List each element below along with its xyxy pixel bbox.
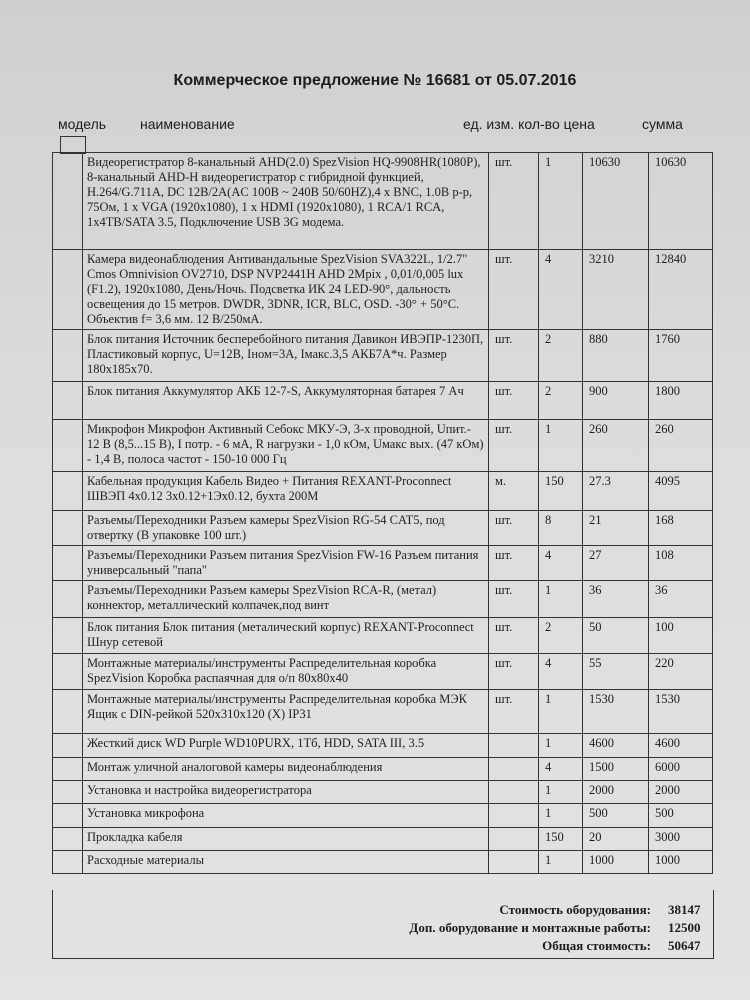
- price-cell: 36: [583, 581, 649, 618]
- unit-cell: шт.: [489, 420, 539, 472]
- sum-cell: 1800: [649, 382, 713, 420]
- unit-cell: [489, 828, 539, 851]
- qty-cell: 1: [539, 804, 583, 828]
- unit-cell: [489, 781, 539, 804]
- unit-cell: шт.: [489, 654, 539, 690]
- qty-cell: 2: [539, 618, 583, 654]
- model-cell: [53, 828, 83, 851]
- item-name-cell: Монтаж уличной аналоговой камеры видеонаблюдения: [83, 758, 489, 781]
- item-name-cell: Прокладка кабеля: [83, 828, 489, 851]
- price-cell: 2000: [583, 781, 649, 804]
- table-row: [53, 734, 713, 758]
- unit-cell: [489, 758, 539, 781]
- model-cell: [53, 581, 83, 618]
- model-cell: [53, 153, 83, 250]
- item-name-cell: Видеорегистратор 8-канальный AHD(2.0) SpezVision HQ-9908HR(1080P), 8-канальный AHD-H видеорегистратор с гибридной функцией, H.264/G.711A, DC 12В/2А(AC 100В ~ 240В 50/60HZ),4 x BNC, 1.0В р-р, 75Ом, 1 x VGA (1920x1080), 1 x HDMI (1920x1080), 1 RCA/1 RCA, 1x4TB/SATA 3.5, Подключение USB 3G модема.: [83, 153, 489, 250]
- model-cell: [53, 690, 83, 734]
- item-name-cell: Блок питания Блок питания (металический корпус) REXANT-Proconnect Шнур сетевой: [83, 618, 489, 654]
- qty-cell: 1: [539, 420, 583, 472]
- unit-cell: шт.: [489, 546, 539, 581]
- header-name: наименование: [140, 116, 235, 132]
- model-cell: [53, 250, 83, 330]
- item-name-cell: Жесткий диск WD Purple WD10PURX, 1Тб, HDD, SATA III, 3.5: [83, 734, 489, 758]
- totals-box: [52, 890, 714, 959]
- sum-cell: 100: [649, 618, 713, 654]
- qty-cell: 1: [539, 581, 583, 618]
- unit-cell: [489, 804, 539, 828]
- total-value-extra: 12500: [668, 920, 701, 935]
- unit-cell: [489, 734, 539, 758]
- model-cell: [53, 330, 83, 382]
- table-row: [53, 618, 713, 654]
- unit-cell: шт.: [489, 250, 539, 330]
- unit-cell: шт.: [489, 581, 539, 618]
- table-row: [53, 546, 713, 581]
- price-cell: 260: [583, 420, 649, 472]
- sum-cell: 4095: [649, 472, 713, 511]
- model-cell: [53, 382, 83, 420]
- qty-cell: 150: [539, 828, 583, 851]
- qty-cell: 1: [539, 851, 583, 874]
- header-model: модель: [58, 116, 107, 132]
- price-cell: 27: [583, 546, 649, 581]
- sum-cell: 12840: [649, 250, 713, 330]
- table-row: [53, 758, 713, 781]
- unit-cell: шт.: [489, 153, 539, 250]
- model-cell: [53, 546, 83, 581]
- sum-cell: 500: [649, 804, 713, 828]
- item-name-cell: Установка и настройка видеорегистратора: [83, 781, 489, 804]
- qty-cell: 4: [539, 758, 583, 781]
- header-unit-qty-price: ед. изм. кол-во цена: [463, 116, 595, 132]
- price-cell: 3210: [583, 250, 649, 330]
- qty-cell: 4: [539, 654, 583, 690]
- item-name-cell: Расходные материалы: [83, 851, 489, 874]
- table-row: [53, 420, 713, 472]
- table-row: [53, 472, 713, 511]
- item-name-cell: Кабельная продукция Кабель Видео + Питания REXANT-Proconnect ШВЭП 4х0.12 3х0.12+1Эх0.12, бухта 200М: [83, 472, 489, 511]
- model-cell: [53, 781, 83, 804]
- item-name-cell: Установка микрофона: [83, 804, 489, 828]
- table-row: [53, 654, 713, 690]
- sum-cell: 6000: [649, 758, 713, 781]
- table-row: [53, 690, 713, 734]
- price-cell: 1500: [583, 758, 649, 781]
- header-sum: сумма: [642, 116, 683, 132]
- unit-cell: м.: [489, 472, 539, 511]
- price-cell: 900: [583, 382, 649, 420]
- table-row: [53, 804, 713, 828]
- qty-cell: 150: [539, 472, 583, 511]
- unit-cell: шт.: [489, 618, 539, 654]
- qty-cell: 1: [539, 781, 583, 804]
- sum-cell: 260: [649, 420, 713, 472]
- total-value-equipment: 38147: [668, 902, 701, 917]
- qty-cell: 1: [539, 690, 583, 734]
- model-cell: [53, 420, 83, 472]
- model-cell: [53, 472, 83, 511]
- sum-cell: 108: [649, 546, 713, 581]
- price-cell: 1530: [583, 690, 649, 734]
- model-cell: [53, 618, 83, 654]
- model-cell: [53, 851, 83, 874]
- qty-cell: 4: [539, 250, 583, 330]
- sum-cell: 1000: [649, 851, 713, 874]
- unit-cell: шт.: [489, 511, 539, 546]
- price-cell: 880: [583, 330, 649, 382]
- unit-cell: [489, 851, 539, 874]
- sum-cell: 220: [649, 654, 713, 690]
- qty-cell: 8: [539, 511, 583, 546]
- model-cell: [53, 758, 83, 781]
- price-cell: 55: [583, 654, 649, 690]
- model-cell: [53, 804, 83, 828]
- model-cell: [53, 511, 83, 546]
- item-name-cell: Микрофон Микрофон Активный Себокс МКУ-Э, 3-х проводной, Uпит.- 12 В (8,5...15 В), I потр. - 6 мА, R нагрузки - 1,0 кОм, Uмакс вых. (47 кОм) - 1,4 В, полоса частот - 150-10 000 Гц: [83, 420, 489, 472]
- price-cell: 27.3: [583, 472, 649, 511]
- item-name-cell: Блок питания Источник бесперебойного питания Давикон ИВЭПР-1230П, Пластиковый корпус, U=12В, Iном=3А, Iмакс.3,5 АКБ7А*ч. Размер 180х185х70.: [83, 330, 489, 382]
- model-cell: [53, 734, 83, 758]
- price-cell: 21: [583, 511, 649, 546]
- price-cell: 20: [583, 828, 649, 851]
- price-cell: 500: [583, 804, 649, 828]
- item-name-cell: Монтажные материалы/инструменты Распределительная коробка МЭК Ящик с DIN-рейкой 520х310х120 (Х) IP31: [83, 690, 489, 734]
- table-row: [53, 511, 713, 546]
- sum-cell: 1760: [649, 330, 713, 382]
- price-cell: 50: [583, 618, 649, 654]
- qty-cell: 1: [539, 734, 583, 758]
- sum-cell: 1530: [649, 690, 713, 734]
- item-name-cell: Монтажные материалы/инструменты Распределительная коробка SpezVision Коробка распаячная для о/п 80х80х40: [83, 654, 489, 690]
- sum-cell: 36: [649, 581, 713, 618]
- sum-cell: 2000: [649, 781, 713, 804]
- item-name-cell: Камера видеонаблюдения Антивандальные SpezVision SVA322L, 1/2.7" Cmos Omnivision OV2710, DSP NVP2441H AHD 2Mpix , 0,01/0,005 lux (F1.2), 1920x1080, День/Ночь. Подсветка ИК 24 LED-90°, дальность освещения до 15 метров. DWDR, 3DNR, ICR, BLC, OSD. -30° + 50°C. Объектив f= 3,6 мм. 12 В/250мА.: [83, 250, 489, 330]
- table-row: [53, 581, 713, 618]
- table-row: [53, 781, 713, 804]
- item-name-cell: Блок питания Аккумулятор АКБ 12-7-S, Аккумуляторная батарея 7 Ач: [83, 382, 489, 420]
- table-row: [53, 382, 713, 420]
- qty-cell: 1: [539, 153, 583, 250]
- sum-cell: 4600: [649, 734, 713, 758]
- qty-cell: 4: [539, 546, 583, 581]
- sum-cell: 3000: [649, 828, 713, 851]
- qty-cell: 2: [539, 330, 583, 382]
- unit-cell: шт.: [489, 382, 539, 420]
- total-label-equipment: Стоимость оборудования:: [499, 902, 651, 917]
- price-cell: 10630: [583, 153, 649, 250]
- item-name-cell: Разъемы/Переходники Разъем питания SpezVision FW-16 Разъем питания универсальный "папа": [83, 546, 489, 581]
- item-name-cell: Разъемы/Переходники Разъем камеры SpezVision RCA-R, (метал) коннектор, металлический колпачек,под винт: [83, 581, 489, 618]
- qty-cell: 2: [539, 382, 583, 420]
- sum-cell: 168: [649, 511, 713, 546]
- item-name-cell: Разъемы/Переходники Разъем камеры SpezVision RG-54 CAT5, под отвертку (В упаковке 100 шт.): [83, 511, 489, 546]
- table-row: [53, 330, 713, 382]
- unit-cell: шт.: [489, 690, 539, 734]
- price-cell: 1000: [583, 851, 649, 874]
- unit-cell: шт.: [489, 330, 539, 382]
- total-value-grand: 50647: [668, 938, 701, 953]
- model-cell: [53, 654, 83, 690]
- total-label-extra: Доп. оборудование и монтажные работы:: [409, 920, 651, 935]
- table-row: [53, 851, 713, 874]
- document-title: Коммерческое предложение № 16681 от 05.07.2016: [173, 72, 577, 89]
- table-row: [53, 250, 713, 330]
- items-table: [52, 152, 713, 874]
- sum-cell: 10630: [649, 153, 713, 250]
- price-cell: 4600: [583, 734, 649, 758]
- total-label-grand: Общая стоимость:: [542, 938, 651, 953]
- table-row: [53, 828, 713, 851]
- table-row: [53, 153, 713, 250]
